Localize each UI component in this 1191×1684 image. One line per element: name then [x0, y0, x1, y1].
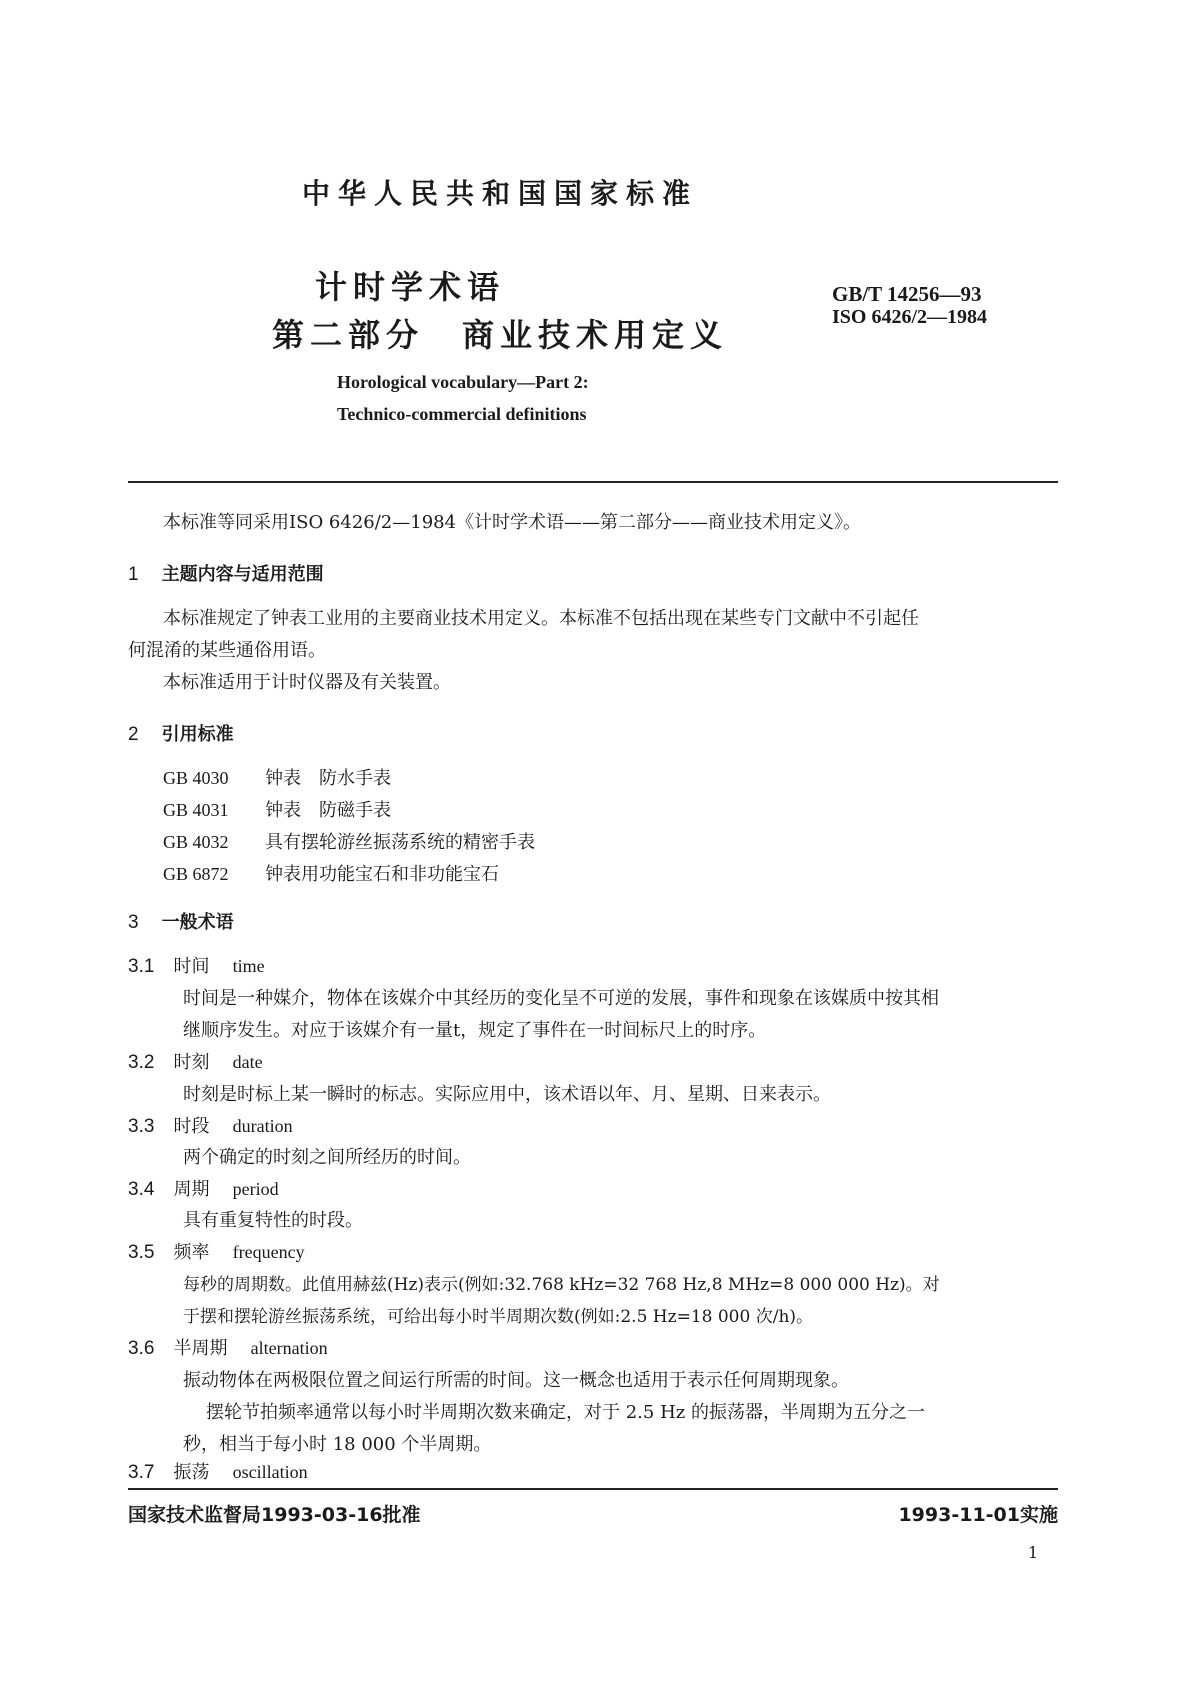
term-number: 3.4	[128, 1179, 155, 1200]
national-standard-heading: 中华人民共和国国家标准	[301, 177, 698, 210]
term-number: 3.5	[128, 1242, 155, 1263]
reference-row	[163, 828, 535, 854]
section-title: 引用标准	[161, 724, 234, 745]
approval-date: 国家技术监督局1993-03-16批准	[128, 1504, 421, 1526]
document-title-line2: 第二部分 商业技术用定义	[271, 316, 728, 354]
term-definition-line: 于摆和摆轮游丝振荡系统，可给出每小时半周期次数(例如:2.5 Hz=18 000 次/h)。	[183, 1307, 814, 1327]
term-definition-line: 两个确定的时刻之间所经历的时间。	[183, 1147, 471, 1168]
term-chinese: 振荡	[173, 1462, 210, 1483]
term-chinese: 时间	[173, 956, 210, 977]
reference-name: 具有摆轮游丝振荡系统的精密手表	[265, 832, 535, 853]
section-2-heading	[128, 720, 234, 746]
term-chinese: 半周期	[173, 1338, 228, 1359]
term-number: 3.1	[128, 956, 155, 977]
section-1-paragraph-2: 本标准适用于计时仪器及有关装置。	[163, 672, 451, 693]
term-english: date	[232, 1052, 263, 1072]
reference-row	[163, 860, 499, 886]
term-english: oscillation	[232, 1462, 308, 1482]
term-number: 3.7	[128, 1462, 155, 1483]
section-title: 主题内容与适用范围	[161, 564, 324, 585]
term-heading	[128, 1175, 279, 1201]
term-chinese: 周期	[173, 1179, 210, 1200]
section-1-paragraph-line1: 本标准规定了钟表工业用的主要商业技术用定义。本标准不包括出现在某些专门文献中不引起任	[163, 608, 919, 629]
section-3-heading	[128, 908, 234, 934]
term-note-line: 摆轮节拍频率通常以每小时半周期次数来确定，对于 2.5 Hz 的振荡器，半周期为五分之一	[206, 1402, 925, 1423]
term-heading	[128, 1238, 305, 1264]
term-heading	[128, 1334, 328, 1360]
reference-code: GB 6872	[163, 864, 229, 884]
section-1-heading	[128, 560, 324, 586]
term-definition-line: 具有重复特性的时段。	[183, 1210, 363, 1231]
section-number: 2	[128, 724, 139, 745]
term-english: time	[232, 956, 265, 976]
term-definition-line: 振动物体在两极限位置之间运行所需的时间。这一概念也适用于表示任何周期现象。	[183, 1370, 849, 1391]
term-english: duration	[232, 1116, 293, 1136]
reference-row	[163, 764, 391, 790]
section-number: 1	[128, 564, 139, 585]
term-number: 3.6	[128, 1338, 155, 1359]
reference-code: GB 4032	[163, 832, 229, 852]
implementation-date: 1993-11-01实施	[898, 1504, 1058, 1526]
term-note-line: 秒，相当于每小时 18 000 个半周期。	[183, 1434, 492, 1455]
term-definition-line: 时刻是时标上某一瞬时的标志。实际应用中，该术语以年、月、星期、日来表示。	[183, 1084, 831, 1105]
term-english: frequency	[232, 1242, 305, 1262]
section-1-paragraph-line2: 何混淆的某些通俗用语。	[128, 640, 326, 661]
reference-name: 钟表 防水手表	[265, 768, 391, 789]
document-title-line1: 计时学术语	[314, 268, 505, 306]
term-heading	[128, 1112, 293, 1138]
term-definition-line: 每秒的周期数。此值用赫兹(Hz)表示(例如:32.768 kHz=32 768 Hz,8 MHz=8 000 000 Hz)。对	[183, 1275, 940, 1295]
term-chinese: 频率	[173, 1242, 210, 1263]
reference-code: GB 4031	[163, 800, 229, 820]
term-heading	[128, 1048, 263, 1074]
term-number: 3.2	[128, 1052, 155, 1073]
term-definition-line: 时间是一种媒介，物体在该媒介中其经历的变化呈不可逆的发展，事件和现象在该媒质中按其相	[183, 988, 939, 1009]
term-heading	[128, 1458, 308, 1484]
term-definition-line: 继顺序发生。对应于该媒介有一量t，规定了事件在一时间标尺上的时序。	[183, 1020, 767, 1041]
english-title-line2: Technico-commercial definitions	[337, 404, 587, 424]
english-title-line1: Horological vocabulary—Part 2:	[337, 372, 589, 392]
term-heading	[128, 952, 265, 978]
reference-name: 钟表 防磁手表	[265, 800, 391, 821]
section-title: 一般术语	[161, 912, 234, 933]
term-english: period	[232, 1179, 279, 1199]
intro-paragraph: 本标准等同采用ISO 6426/2—1984《计时学术语——第二部分——商业技术用定义》。	[163, 512, 862, 533]
term-chinese: 时刻	[173, 1052, 210, 1073]
reference-name: 钟表用功能宝石和非功能宝石	[265, 864, 499, 885]
reference-code: GB 4030	[163, 768, 229, 788]
header-divider	[128, 481, 1058, 483]
standard-code-gb: GB/T 14256—93	[832, 282, 982, 306]
term-english: alternation	[250, 1338, 328, 1358]
footer-divider	[128, 1488, 1058, 1490]
term-number: 3.3	[128, 1116, 155, 1137]
term-chinese: 时段	[173, 1116, 210, 1137]
standard-code-iso: ISO 6426/2—1984	[832, 306, 988, 328]
section-number: 3	[128, 912, 139, 933]
reference-row	[163, 796, 391, 822]
page-number: 1	[1028, 1543, 1039, 1562]
